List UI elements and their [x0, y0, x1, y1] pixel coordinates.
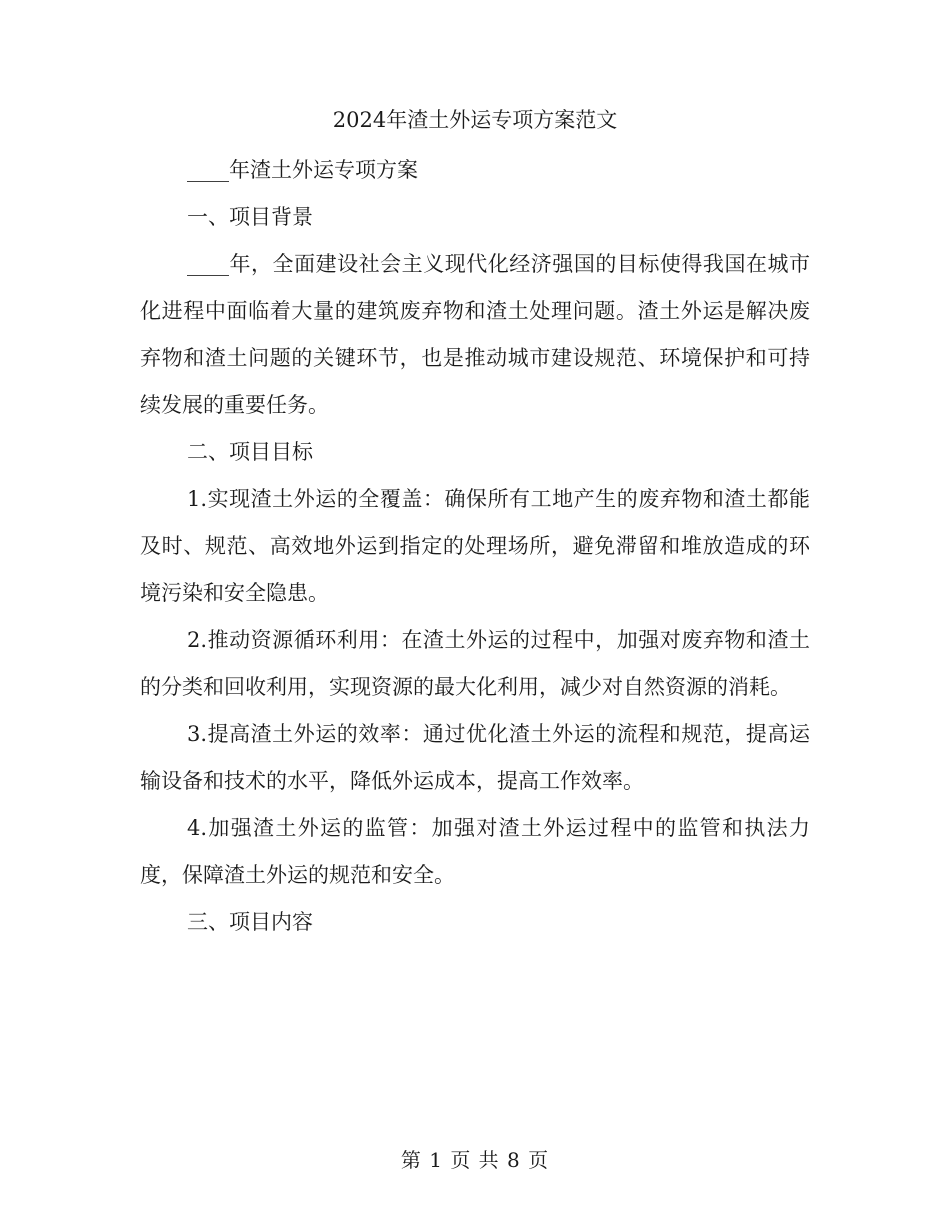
section-heading-content: 三、项目内容 — [187, 910, 313, 934]
document-title: 2024年渣土外运专项方案范文 — [332, 108, 618, 132]
section-heading-background: 一、项目背景 — [187, 205, 313, 229]
section-heading-goals: 二、项目目标 — [187, 440, 313, 464]
page-number-footer: 第 1 页 共 8 页 — [400, 1148, 550, 1172]
background-paragraph: ____年，全面建设社会主义现代化经济强国的目标使得我国在城市化进程中面临着大量的建筑废弃物和渣土处理问题。渣土外运是解决废弃物和渣土问题的关键环节，也是推动城市建设规范、环境保护和可持续发展的重要任务。 — [140, 252, 810, 417]
goal-item-2: 2.推动资源循环利用：在渣土外运的过程中，加强对废弃物和渣土的分类和回收利用，实现资源的最大化利用，减少对自然资源的消耗。 — [140, 628, 810, 699]
subtitle-paragraph: ____年渣土外运专项方案 — [187, 158, 418, 182]
goal-item-1: 1.实现渣土外运的全覆盖：确保所有工地产生的废弃物和渣土都能及时、规范、高效地外运到指定的处理场所，避免滞留和堆放造成的环境污染和安全隐患。 — [140, 487, 810, 605]
goal-item-3: 3.提高渣土外运的效率：通过优化渣土外运的流程和规范，提高运输设备和技术的水平，降低外运成本，提高工作效率。 — [140, 722, 810, 793]
goal-item-4: 4.加强渣土外运的监管：加强对渣土外运过程中的监管和执法力度，保障渣土外运的规范和安全。 — [140, 816, 810, 887]
document-body — [140, 100, 810, 946]
